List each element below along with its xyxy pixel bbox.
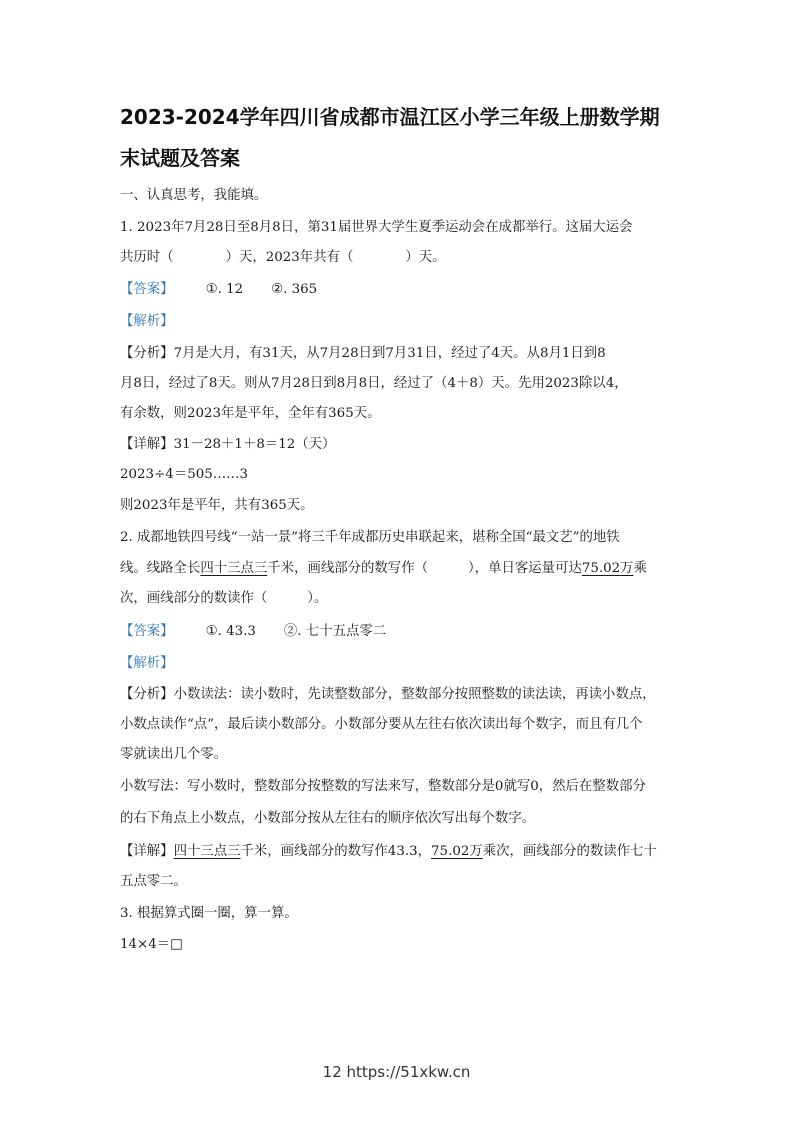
q2-fenxi-text-1: 小数读法：读小数时，先读整数部分，整数部分按照整数的读法读，再读小数点，	[173, 687, 656, 702]
q1-xiangjie-text-1: 31－28＋1＋8＝12（天）	[173, 437, 336, 452]
q2-text-d: 乘	[633, 561, 647, 576]
q1-answer-1: ①. 12	[205, 282, 244, 297]
q2-text-e: 次，画线部分的数读作（	[120, 591, 268, 606]
q1-xiangjie-1	[120, 436, 335, 454]
xiangjie-tag: 【详解】	[120, 437, 174, 452]
q2-text-b: 千米，画线部分的数写作（	[267, 561, 428, 576]
answer-tag: 【答案】	[120, 624, 174, 639]
title-line-2: 末试题及答案	[120, 146, 240, 170]
q2-line-1: 2. 成都地铁四号线“一站一景”将三千年成都历史串联起来，堪称全国“最文艺”的地铁	[120, 530, 620, 545]
q2-xiangjie-2: 五点零二。	[120, 874, 187, 889]
fenxi-tag: 【分析】	[120, 687, 174, 702]
q1-text-c: ）天。	[405, 250, 446, 265]
fenxi-tag: 【分析】	[120, 346, 174, 361]
q2-underlined-number-2: 75.02万	[581, 561, 634, 576]
q2-answer-2: ②. 七十五点零二	[283, 624, 387, 639]
q2-xiangjie-text-b: 乘次，画线部分的数读作七十	[482, 844, 657, 859]
q1-text-b: ）天，2023年共有（	[225, 250, 354, 265]
q1-fenxi-2: 月8日，经过了8天。则从7月28日到8月8日，经过了（4＋8）天。先用2023除以4，	[120, 376, 628, 391]
q2-xiangjie-text-a: 千米，画线部分的数写作43.3，	[240, 844, 432, 859]
q3-line-2: 14×4＝□	[120, 937, 183, 952]
q2-line-2	[120, 560, 647, 578]
q2-text-f: ）。	[307, 591, 328, 606]
q2-fenxi-5: 的右下角点上小数点，小数部分按从左往右的顺序依次写出每个数字。	[120, 811, 536, 826]
q1-jiexi-tag: 【解析】	[120, 314, 174, 329]
q2-underlined-number-1: 四十三点三	[200, 561, 268, 576]
q1-fenxi-text-1: 7月是大月，有31天，从7月28日到7月31日，经过了4天。从8月1日到8	[173, 346, 606, 361]
q2-xiangjie-1	[120, 843, 657, 861]
q2-fenxi-1	[120, 686, 656, 704]
q2-fenxi-4: 小数写法：写小数时，整数部分按整数的写法来写，整数部分是0就写0，然后在整数部分	[120, 779, 646, 794]
q1-xiangjie-3: 则2023年是平年，共有365天。	[120, 498, 314, 513]
section-heading: 一、认真思考，我能填。	[120, 188, 268, 203]
q1-line-1: 1. 2023年7月28日至8月8日，第31届世界大学生夏季运动会在成都举行。这届大运会	[120, 220, 633, 235]
page-footer: 12 https://51xkw.cn	[322, 1063, 471, 1081]
q1-text-a: 共历时（	[120, 250, 174, 265]
q1-fenxi-3: 有余数，则2023年是平年，全年有365天。	[120, 406, 381, 421]
q2-text-c: ），单日客运量可达	[467, 561, 582, 576]
answer-tag: 【答案】	[120, 282, 174, 297]
q2-jiexi-tag: 【解析】	[120, 656, 174, 671]
q1-fenxi-1	[120, 345, 606, 363]
q1-line-2	[120, 249, 446, 267]
xiangjie-tag: 【详解】	[120, 844, 174, 859]
q2-text-a: 线。线路全长	[120, 561, 201, 576]
q2-fenxi-3: 零就读出几个零。	[120, 747, 228, 762]
q2-fenxi-2: 小数点读作“点”，最后读小数部分。小数部分要从左往右依次读出每个数字，而且有几个	[120, 717, 643, 732]
q2-answer	[120, 623, 386, 641]
title-line-1: 2023-2024学年四川省成都市温江区小学三年级上册数学期	[120, 105, 660, 129]
q3-line-1: 3. 根据算式圈一圈，算一算。	[120, 906, 298, 921]
q1-answer	[120, 281, 317, 299]
q2-xiangjie-underlined-2: 75.02万	[431, 844, 483, 859]
q2-answer-1: ①. 43.3	[205, 624, 256, 639]
document-title	[120, 97, 690, 179]
q1-xiangjie-2: 2023÷4＝505……3	[120, 467, 249, 482]
q2-line-3	[120, 590, 327, 608]
q1-answer-2: ②. 365	[271, 282, 318, 297]
q2-xiangjie-underlined-1: 四十三点三	[173, 844, 241, 859]
